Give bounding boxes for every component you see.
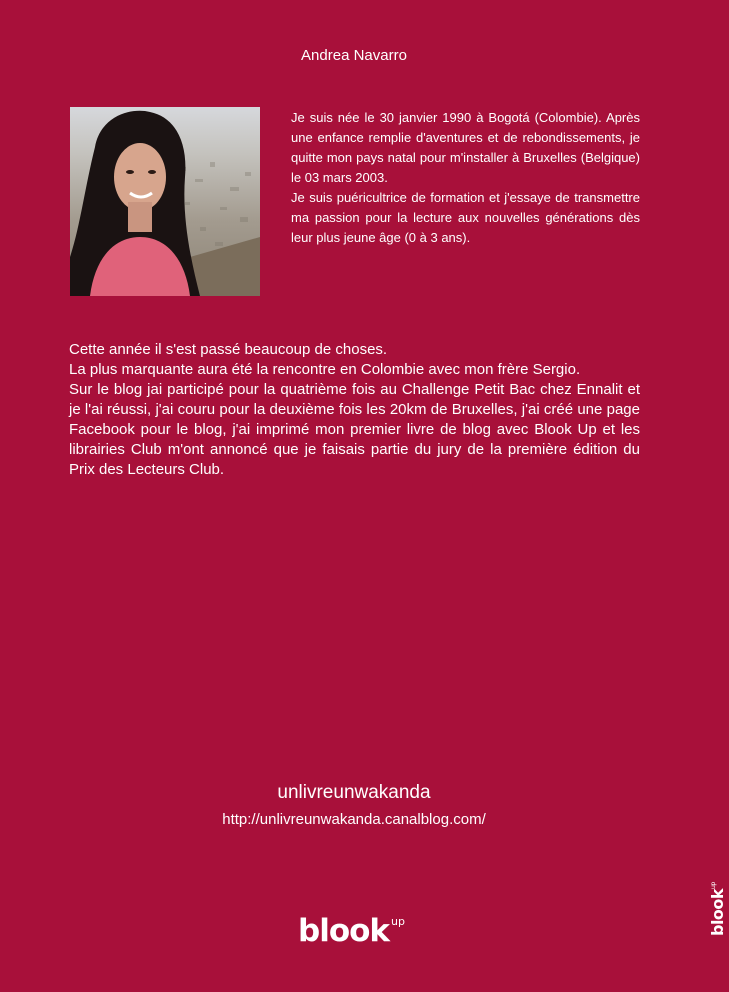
spine-logo-main: blook <box>708 888 727 936</box>
blog-name: unlivreunwakanda <box>277 782 431 803</box>
logo-suffix-text: up <box>391 915 405 928</box>
bio-paragraph: Je suis née le 30 janvier 1990 à Bogotá (Colombie). Après une enfance remplie d'aventures et de rebondissements, je quitte mon pays natal pour m'installer à Bruxelles (Belgique) le 03 mars 2003. <box>291 110 640 185</box>
blog-url-link[interactable]: http://unlivreunwakanda.canalblog.com/ <box>222 811 486 828</box>
portrait-image <box>70 107 260 296</box>
spine-logo-text <box>704 882 728 936</box>
blookup-logo <box>298 902 405 949</box>
logo-main-text: blook <box>298 913 390 949</box>
year-summary <box>69 340 640 480</box>
summary-paragraph: Sur le blog jai participé pour la quatrième fois au Challenge Petit Bac chez Ennalit et je l'ai réussi, j'ai couru pour la deuxième fois les 20km de Bruxelles, j'ai créé une page Facebook pour le blog, j'ai imprimé mon premier livre de blog avec Blook Up et les librairies Club m'ont annoncé que je faisais partie du jury de la première édition du Prix des Lecteurs Club. <box>69 381 640 478</box>
summary-paragraph: La plus marquante aura été la rencontre en Colombie avec mon frère Sergio. <box>69 361 581 378</box>
bio-paragraph: Je suis puéricultrice de formation et j'essaye de transmettre ma passion pour la lecture aux nouvelles générations dès leur plus jeune âge (0 à 3 ans). <box>291 190 640 245</box>
summary-paragraph: Cette année il s'est passé beaucoup de choses. <box>69 341 388 358</box>
author-bio <box>291 108 640 248</box>
author-photo <box>70 107 260 296</box>
spine-logo-suffix: up <box>710 882 717 889</box>
author-name: Andrea Navarro <box>301 47 407 64</box>
spine-logo <box>694 880 729 936</box>
